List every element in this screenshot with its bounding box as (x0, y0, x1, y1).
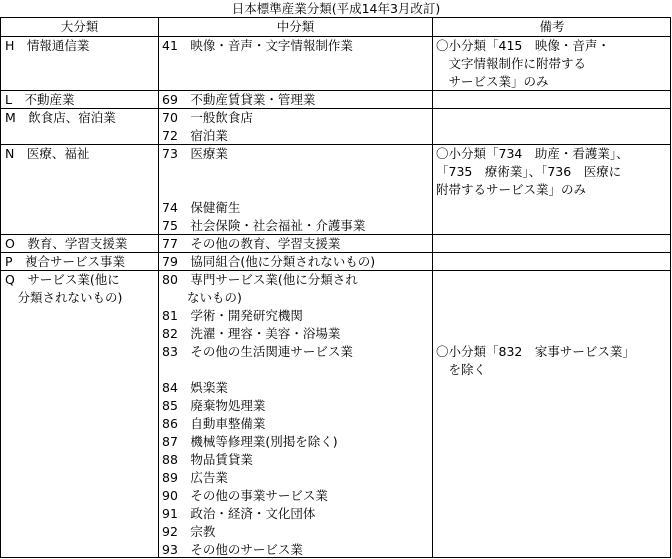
table-title: 日本標準産業分類(平成14年3月改訂) (231, 1, 441, 16)
cell-major-text: O 教育、学習支援業 (5, 236, 128, 251)
cell-note-text: 附帯するサービス業」のみ (436, 182, 587, 197)
cell-middle-text: 72 宿泊業 (162, 128, 228, 143)
row-divider (1, 90, 670, 91)
cell-middle-text: 69 不動産賃貸業・管理業 (162, 92, 316, 107)
cell-middle-text: 77 その他の教育、学習支援業 (162, 236, 341, 251)
cell-middle-text: 83 その他の生活関連サービス業 (162, 344, 353, 359)
cell-middle-text: 88 物品賃貸業 (162, 452, 253, 467)
cell-middle-text: 80 専門サービス業(他に分類され (162, 272, 358, 287)
cell-middle-text: 41 映像・音声・文字情報制作業 (162, 38, 353, 53)
column-divider (432, 17, 433, 557)
cell-middle-text: 85 廃棄物処理業 (162, 398, 266, 413)
cell-note-text: 「735 療術業」、「736 医療に (436, 164, 622, 179)
cell-major-text: N 医療、福祉 (5, 146, 90, 161)
row-divider (1, 108, 670, 109)
cell-note-text: サービス業」のみ (436, 74, 549, 89)
column-divider (158, 17, 159, 557)
header-note: 備考 (539, 19, 565, 34)
cell-note-text: を除く (436, 362, 487, 377)
cell-major-text: H 情報通信業 (5, 38, 90, 53)
header-middle: 中分類 (276, 19, 315, 34)
row-divider (1, 144, 670, 145)
cell-middle-text: 87 機械等修理業(別掲を除く) (162, 434, 338, 449)
cell-middle-text: ないもの) (162, 290, 242, 305)
cell-middle-text: 93 その他のサービス業 (162, 542, 303, 557)
cell-major-text: P 複合サービス事業 (5, 254, 126, 269)
cell-middle-text: 84 娯楽業 (162, 380, 228, 395)
cell-major-text: 分類されないもの) (5, 290, 123, 305)
cell-major-text: M 飲食店、宿泊業 (5, 110, 116, 125)
header-major: 大分類 (60, 19, 99, 34)
cell-middle-text: 73 医療業 (162, 146, 228, 161)
cell-middle-text: 70 一般飲食店 (162, 110, 253, 125)
cell-note-text: 〇小分類「415 映像・音声・ (436, 38, 610, 53)
row-divider (1, 270, 670, 271)
cell-note-text: 〇小分類「832 家事サービス業」 (436, 344, 635, 359)
cell-major-text: L 不動産業 (5, 92, 75, 107)
cell-major-text: Q サービス業(他に (5, 272, 120, 287)
cell-middle-text: 91 政治・経済・文化団体 (162, 506, 316, 521)
cell-middle-text: 90 その他の事業サービス業 (162, 488, 328, 503)
cell-middle-text: 74 保健衛生 (162, 200, 241, 215)
cell-middle-text: 75 社会保険・社会福祉・介護事業 (162, 218, 366, 233)
cell-note-text: 文字情報制作に附帯する (436, 56, 587, 71)
row-divider (1, 234, 670, 235)
cell-middle-text: 81 学術・開発研究機関 (162, 308, 303, 323)
cell-middle-text: 92 宗教 (162, 524, 216, 539)
cell-note-text: 〇小分類「734 助産・看護業」、 (436, 146, 629, 161)
cell-middle-text: 79 協同組合(他に分類されないもの) (162, 254, 376, 269)
cell-middle-text: 82 洗濯・理容・美容・浴場業 (162, 326, 341, 341)
industry-classification-table (0, 17, 671, 558)
cell-middle-text: 86 自動車整備業 (162, 416, 266, 431)
cell-middle-text: 89 広告業 (162, 470, 228, 485)
row-divider (1, 252, 670, 253)
